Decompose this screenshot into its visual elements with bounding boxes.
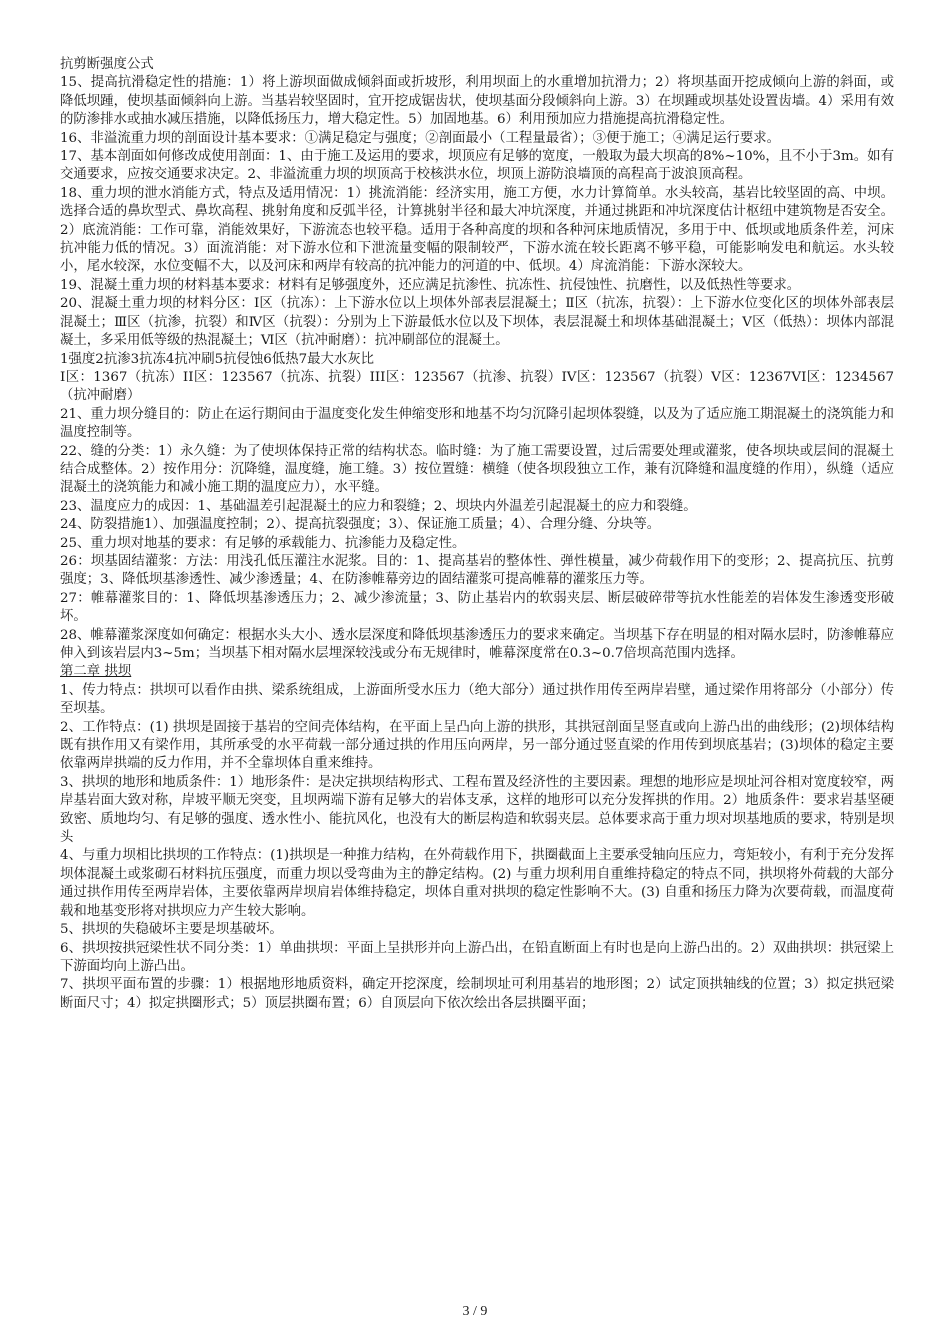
paragraph-18: 18、重力坝的泄水消能方式，特点及适用情况：1）挑流消能：经济实用，施工方便，水力计算简单。水头较高，基岩比较坚固的高、中坝。选择合适的鼻坎型式、鼻坎高程、挑射角度和反弧半径，计算挑射半径和最大冲坑深度，并通过挑距和冲坑深度估计枢纽中建筑物是否安全。2）底流消能：工作可靠，消能效果好，下游流态也较平稳。适用于各种高度的坝和各种河床地质情况，多用于中、低坝或地质条件差，河床抗冲能力低的情况。3）面流消能：对下游水位和下泄流量变幅的限制较严，下游水流在较长距离不够平稳，可能影响发电和航运。水头较小，尾水较深，水位变幅不大，以及河床和两岸有较高的抗冲能力的河道的中、低坝。4）戽流消能：下游水深较大。 bbox=[60, 185, 894, 275]
paragraph-23: 23、温度应力的成因：1、基础温差引起混凝土的应力和裂缝；2、坝块内外温差引起混凝土的应力和裂缝。 bbox=[60, 498, 697, 514]
paragraph-material-codes: 1强度2抗渗3抗冻4抗冲刷5抗侵蚀6低热7最大水灰比 bbox=[60, 351, 375, 367]
paragraph-17: 17、基本剖面如何修改成使用剖面：1、由于施工及运用的要求，坝顶应有足够的宽度，一般取为最大坝高的8%~10%，且不小于3m。如有交通要求，应按交通要求决定。2、非溢流重力坝的坝顶高于校核洪水位，坝顶上游防浪墙顶的高程高于波浪顶高程。 bbox=[60, 149, 894, 183]
paragraph-arch-5: 5、拱坝的失稳破坏主要是坝基破坏。 bbox=[60, 922, 283, 938]
paragraph-21: 21、重力坝分缝目的：防止在运行期间由于温度变化发生伸缩变形和地基不均匀沉降引起坝体裂缝，以及为了适应施工期混凝土的浇筑能力和温度控制等。 bbox=[60, 406, 894, 441]
paragraph-20: 20、混凝土重力坝的材料分区：Ⅰ区（抗冻）：上下游水位以上坝体外部表层混凝土；Ⅱ区（抗冻，抗裂）：上下游水位变化区的坝体外部表层混凝土；Ⅲ区（抗渗，抗裂）和Ⅳ区（抗裂）：分别为上下游最低水位以及下坝体，表层混凝土和坝体基础混凝土；Ⅴ区（低热）：坝体内部混凝土，多采用低等级的热混凝土；Ⅵ区（抗冲耐磨）：抗冲刷部位的混凝土。 bbox=[60, 296, 894, 349]
paragraph-28: 28、帷幕灌浆深度如何确定：根据水头大小、透水层深度和降低坝基渗透压力的要求来确定。当坝基下存在明显的相对隔水层时，防渗帷幕应伸入到该岩层内3~5m；当坝基下相对隔水层埋深较浅或分布无规律时，帷幕深度常在0.3~0.7倍坝高范围内选择。 bbox=[60, 627, 894, 661]
paragraph-arch-6: 6、拱坝按拱冠梁性状不同分类：1）单曲拱坝：平面上呈拱形并向上游凸出，在铅直断面上有时也是向上游凸出的。2）双曲拱坝：拱冠梁上下游面均向上游凸出。 bbox=[60, 940, 894, 974]
paragraph-22: 22、缝的分类：1）永久缝：为了使坝体保持正常的结构状态。临时缝：为了施工需要设置，过后需要处理或灌浆，使各坝块或层间的混凝土结合成整体。2）按作用分：沉降缝，温度缝，施工缝。3）按位置缝：横缝（使各坝段独立工作，兼有沉降缝和温度缝的作用），纵缝（适应混凝土的浇筑能力和减小施工期的温度应力），水平缝。 bbox=[60, 443, 894, 496]
paragraph-15: 15、提高抗滑稳定性的措施：1）将上游坝面做成倾斜面或折坡形，利用坝面上的水重增加抗滑力；2）将坝基面开挖成倾向上游的斜面，或降低坝踵，使坝基面倾斜向上游。当基岩较坚固时，宜开挖成锯齿状，使坝基面分段倾斜向上游。3）在坝踵或坝基处设置齿墙。4）采用有效的防渗排水或抽水减压措施，以降低扬压力，增大稳定性。5）加固地基。6）利用预加应力措施提高抗滑稳定性。 bbox=[60, 75, 894, 128]
paragraph-19: 19、混凝土重力坝的材料基本要求：材料有足够强度外，还应满足抗渗性、抗冻性、抗侵蚀性、抗磨性，以及低热性等要求。 bbox=[60, 277, 801, 293]
paragraph-arch-3: 3、拱坝的地形和地质条件：1）地形条件：是决定拱坝结构形式、工程布置及经济性的主要因素。理想的地形应是坝址河谷相对宽度较窄，两岸基岩面大致对称，岸坡平顺无突变，且坝两端下游有足够大的岩体支承，这样的地形可以充分发挥拱的作用。2）地质条件：要求岩基坚硬致密、质地均匀、有足够的强度、透水性小、能抗风化，也没有大的断层构造和软弱夹层。总体要求高于重力坝对坝基地质的要求，特别是坝头 bbox=[60, 774, 894, 846]
paragraph-25: 25、重力坝对地基的要求：有足够的承载能力、抗渗能力及稳定性。 bbox=[60, 535, 466, 551]
paragraph-27: 27：帷幕灌浆目的：1、降低坝基渗透压力；2、减少渗流量；3、防止基岩内的软弱夹层、断层破碎带等抗水性能差的岩体发生渗透变形破坏。 bbox=[60, 590, 894, 625]
paragraph-24: 24、防裂措施1）、加强温度控制；2）、提高抗裂强度；3）、保证施工质量；4）、合理分缝、分块等。 bbox=[60, 517, 661, 533]
paragraph-arch-2: 2、工作特点：(1) 拱坝是固接于基岩的空间壳体结构，在平面上呈凸向上游的拱形，其拱冠剖面呈竖直或向上游凸出的曲线形；(2)坝体结构既有拱作用又有梁作用，其所承受的水平荷载一部分通过拱的作用压向两岸，另一部分通过竖直梁的作用传到坝底基岩；(3)坝体的稳定主要依靠两岸拱端的反力作用，并不全靠坝体自重来维持。 bbox=[60, 719, 894, 772]
chapter-heading: 第二章 拱坝 bbox=[60, 664, 132, 680]
paragraph-26: 26：坝基固结灌浆：方法：用浅孔低压灌注水泥浆。目的：1、提高基岩的整体性、弹性模量，减少荷载作用下的变形；2、提高抗压、抗剪强度；3、降低坝基渗透性、减少渗透量；4、在防渗帷幕旁边的固结灌浆可提高帷幕的灌浆压力等。 bbox=[60, 553, 894, 588]
paragraph-arch-1: 1、传力特点：拱坝可以看作由拱、梁系统组成，上游面所受水压力（绝大部分）通过拱作用传至两岸岩壁，通过梁作用将部分（小部分）传至坝基。 bbox=[60, 682, 894, 717]
paragraph-arch-7: 7、拱坝平面布置的步骤：1）根据地形地质资料，确定开挖深度，绘制坝址可利用基岩的地形图；2）试定顶拱轴线的位置；3）拟定拱冠梁断面尺寸；4）拟定拱圈形式；5）顶层拱圈布置；6）自顶层向下依次绘出各层拱圈平面； bbox=[60, 977, 894, 1011]
paragraph-zone-codes: I区：1367（抗冻）II区：123567（抗冻、抗裂）III区：123567（抗渗、抗裂）IV区：123567（抗裂）V区：12367VI区：1234567（抗冲耐磨） bbox=[60, 369, 894, 404]
paragraph-arch-4: 4、与重力坝相比拱坝的工作特点：(1)拱坝是一种推力结构，在外荷载作用下，拱圈截面上主要承受轴向压应力，弯矩较小，有利于充分发挥坝体混凝土或浆砌石材料抗压强度，而重力坝以受弯曲为主的静定结构。(2) 与重力坝利用自重维持稳定的特点不同，拱坝将外荷载的大部分通过拱作用传至两岸岩体，主要依靠两岸坝肩岩体维持稳定，坝体自重对拱坝的稳定性影响不大。(3) 自重和扬压力降为次要荷载，而温度荷载和地基变形将对拱坝应力产生较大影响。 bbox=[60, 848, 894, 919]
paragraph-16: 16、非溢流重力坝的剖面设计基本要求：①满足稳定与强度；②剖面最小（工程量最省）；③便于施工；④满足运行要求。 bbox=[60, 130, 781, 146]
paragraph-shear-formula: 抗剪断强度公式 bbox=[60, 57, 154, 72]
page-number: 3 / 9 bbox=[462, 1304, 488, 1319]
document-body bbox=[60, 56, 894, 1013]
